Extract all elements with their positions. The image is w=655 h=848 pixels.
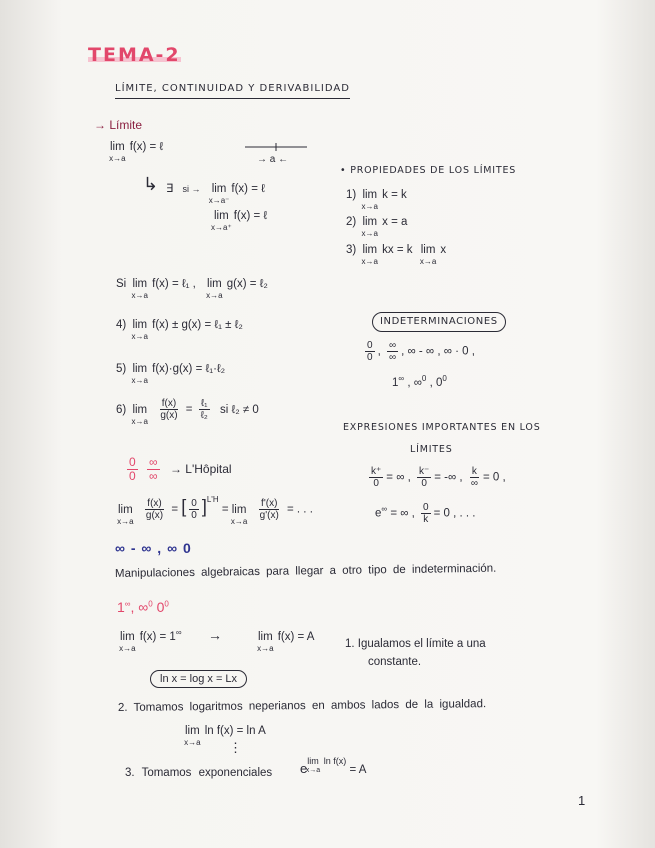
property-2 bbox=[343, 215, 408, 238]
denominator: ∞ bbox=[149, 469, 158, 483]
item-number: 2) bbox=[346, 216, 357, 228]
lim-subscript: x→a bbox=[257, 644, 274, 653]
item-number: 3) bbox=[346, 244, 357, 256]
indeterminate-forms: ∞ - ∞ , ∞ · 0 , bbox=[407, 345, 475, 358]
expresiones-heading-2: LÍMITES bbox=[410, 444, 453, 455]
exponent: 0 bbox=[421, 374, 427, 384]
lhopital-formula bbox=[117, 494, 313, 526]
result: = -∞ , bbox=[434, 471, 463, 484]
numerator: ℓ₁ bbox=[200, 398, 208, 409]
lim-operator bbox=[361, 188, 379, 211]
lim-label: lim bbox=[132, 319, 148, 331]
expression: f(x)·g(x) = ℓ₁·ℓ₂ bbox=[152, 363, 226, 375]
expression: g(x) = ℓ₂ bbox=[226, 278, 268, 290]
page-number: 1 bbox=[578, 793, 586, 808]
result: = 0 , . . . bbox=[433, 507, 476, 520]
fraction bbox=[417, 466, 431, 489]
denominator: 0 bbox=[367, 352, 373, 363]
lim-label: lim bbox=[207, 278, 222, 290]
item-number: 4) bbox=[116, 319, 127, 331]
exponent: ∞ bbox=[175, 628, 182, 638]
expresiones-row-2 bbox=[375, 502, 475, 525]
property-1 bbox=[343, 188, 407, 211]
lim-operator bbox=[117, 503, 134, 526]
expression: ln f(x) = ln A bbox=[204, 725, 266, 737]
lim-label: lim bbox=[420, 244, 436, 256]
exponent: 0 bbox=[148, 599, 153, 609]
expression: f(x) = 1 bbox=[139, 631, 176, 643]
lim-subscript: x→a bbox=[109, 154, 126, 163]
lim-subscript: x→a bbox=[230, 516, 248, 526]
numerator: 0 bbox=[129, 455, 136, 469]
numerator: k⁺ bbox=[371, 466, 382, 477]
fraction bbox=[144, 498, 165, 521]
step-2: 2. Tomamos logaritmos neperianos en ambos lados de la igualdad. bbox=[117, 698, 487, 714]
separator: , bbox=[429, 377, 433, 389]
lim-operator bbox=[131, 277, 149, 300]
rule-4 bbox=[113, 318, 243, 341]
denominator: g(x) bbox=[145, 510, 164, 521]
separator: , bbox=[377, 345, 381, 358]
lim-label: lim bbox=[214, 210, 229, 222]
page-title: TEMA-2 bbox=[88, 44, 181, 66]
result: = ∞ , bbox=[390, 507, 415, 520]
lim-operator bbox=[184, 724, 201, 747]
lim-subscript: x→a bbox=[117, 516, 134, 526]
lim-subscript: x→a bbox=[361, 229, 379, 238]
exponent: ∞ bbox=[398, 374, 405, 384]
base: 1 bbox=[392, 377, 399, 389]
log-notation-note: ln x = log x = Lx bbox=[150, 670, 247, 688]
lim-subscript: x→a bbox=[119, 644, 136, 653]
rule-6 bbox=[113, 398, 259, 426]
si-arrow: si → bbox=[182, 184, 201, 194]
lim-operator bbox=[109, 140, 126, 163]
lim-subscript: x→a bbox=[361, 202, 379, 211]
base: ∞ bbox=[413, 377, 422, 389]
equals-sign: = bbox=[221, 503, 229, 516]
item-number: 5) bbox=[116, 363, 127, 375]
fraction bbox=[258, 498, 281, 521]
lim-subscript: x→a bbox=[131, 416, 149, 426]
expression: f(x) ± g(x) = ℓ₁ ± ℓ₂ bbox=[152, 319, 243, 331]
fraction bbox=[369, 466, 383, 489]
result: = A bbox=[349, 764, 367, 776]
lhopital-tag: L'H bbox=[206, 494, 219, 504]
properties-heading: • PROPIEDADES DE LOS LÍMITES bbox=[340, 165, 517, 176]
lim-label: lim bbox=[258, 631, 273, 643]
numerator: k⁻ bbox=[418, 466, 430, 477]
base: 0 bbox=[435, 377, 443, 389]
right-bracket: ] bbox=[201, 496, 207, 517]
result: = 0 , bbox=[482, 471, 506, 484]
indeterminaciones-row-2 bbox=[392, 376, 447, 390]
lim-operator bbox=[257, 630, 274, 653]
si-label: Si bbox=[116, 278, 127, 290]
lim-subscript: x→a bbox=[419, 257, 437, 266]
numerator: f(x) bbox=[161, 398, 177, 409]
condition: si ℓ₂ ≠ 0 bbox=[220, 403, 259, 416]
lim-operator bbox=[211, 209, 232, 232]
expression: kx = k bbox=[382, 244, 413, 256]
numerator: ∞ bbox=[388, 340, 397, 351]
lim-operator bbox=[419, 243, 437, 266]
lim-label: lim bbox=[110, 141, 125, 153]
separator: , bbox=[130, 599, 135, 615]
lim-operator bbox=[361, 243, 379, 266]
lim-operator bbox=[131, 362, 149, 385]
step-2-expression bbox=[184, 724, 266, 747]
lim-label: lim bbox=[211, 183, 227, 195]
manipulaciones-note: Manipulaciones algebraicas para llegar a otro tipo de indeterminación. bbox=[114, 562, 497, 580]
lim-label: lim bbox=[120, 631, 135, 643]
exponent-expression: ln f(x) bbox=[323, 756, 347, 766]
fraction bbox=[127, 456, 138, 483]
number-line bbox=[243, 140, 309, 154]
numerator: ∞ bbox=[149, 455, 158, 469]
lhopital-label: → L'Hôpital bbox=[169, 461, 232, 476]
vertical-ellipsis: ⋮ bbox=[229, 740, 242, 755]
lhopital-heading bbox=[124, 456, 232, 483]
expression: k = k bbox=[382, 189, 407, 201]
equals-sign: = bbox=[171, 503, 179, 516]
lim-label: lim bbox=[307, 756, 319, 766]
base: e bbox=[300, 761, 308, 776]
base: 1 bbox=[117, 599, 125, 615]
lim-subscript: x→a bbox=[305, 767, 321, 774]
lim-label: lim bbox=[362, 244, 378, 256]
page-subtitle: LÍMITE, CONTINUIDAD Y DERIVABILIDAD bbox=[115, 82, 350, 99]
result: = ∞ , bbox=[386, 471, 411, 484]
separator: , bbox=[401, 345, 405, 358]
lim-label: lim bbox=[118, 503, 133, 516]
existence-condition-right bbox=[211, 209, 268, 232]
number-line-label: → a ← bbox=[257, 154, 289, 165]
lim-operator bbox=[131, 318, 149, 341]
denominator: ∞ bbox=[470, 478, 478, 489]
lim-label: lim bbox=[132, 278, 148, 290]
exponent: ∞ bbox=[124, 599, 131, 609]
numerator: k bbox=[471, 466, 477, 477]
expression: f(x) = ℓ bbox=[231, 183, 265, 195]
fraction bbox=[158, 398, 179, 421]
rule-5 bbox=[113, 362, 226, 385]
ellipsis: = . . . bbox=[287, 503, 313, 516]
lim-operator bbox=[230, 503, 248, 526]
item-number: 1) bbox=[346, 189, 357, 201]
arrow-right-icon: → bbox=[208, 627, 222, 643]
separator: , bbox=[407, 377, 411, 389]
expression: f(x) = ℓ₁ , bbox=[152, 278, 196, 290]
expression: f(x) = A bbox=[277, 631, 315, 643]
lim-label: lim bbox=[231, 503, 247, 516]
lim-operator bbox=[305, 754, 321, 774]
numerator: 0 bbox=[423, 502, 429, 513]
hook-arrow-icon: ↳ bbox=[143, 174, 159, 194]
left-bracket: [ bbox=[181, 496, 187, 517]
base: e bbox=[375, 507, 382, 520]
lim-operator bbox=[119, 630, 136, 653]
exponent: ∞ bbox=[381, 504, 388, 514]
numerator: f(x) bbox=[147, 498, 162, 509]
base: ∞ bbox=[138, 599, 149, 615]
lim-label: lim bbox=[185, 725, 200, 737]
lim-label: lim bbox=[132, 363, 148, 375]
denominator: ℓ₂ bbox=[200, 410, 208, 421]
existence-condition bbox=[166, 182, 265, 205]
step-1-continued: constante. bbox=[368, 656, 422, 668]
denominator: g'(x) bbox=[259, 510, 279, 521]
fraction bbox=[189, 498, 199, 521]
lim-subscript: x→a bbox=[361, 257, 379, 266]
expression: x = a bbox=[382, 216, 408, 228]
potencias-setup-left bbox=[119, 628, 182, 653]
lim-subscript: x→a⁺ bbox=[211, 223, 232, 232]
denominator: g(x) bbox=[160, 410, 178, 421]
limit-definition bbox=[109, 140, 164, 163]
denominator: 0 bbox=[421, 478, 427, 489]
otras-heading: ∞ - ∞ , ∞ 0 bbox=[115, 540, 192, 556]
expresiones-row-1 bbox=[366, 466, 506, 489]
lim-operator bbox=[131, 403, 149, 426]
exponent: 0 bbox=[164, 599, 169, 609]
step-3: 3. Tomamos exponenciales bbox=[125, 767, 273, 779]
potencias-heading bbox=[117, 600, 169, 614]
expression: f(x) = ℓ bbox=[233, 210, 268, 222]
section-heading-limite: → Límite bbox=[94, 118, 143, 132]
lim-subscript: x→a⁻ bbox=[208, 196, 230, 205]
exponent bbox=[305, 754, 347, 774]
property-3 bbox=[343, 243, 447, 266]
step-1: 1. Igualamos el límite a una bbox=[345, 638, 486, 650]
denominator: ∞ bbox=[388, 352, 397, 363]
lim-operator bbox=[206, 277, 223, 300]
fraction bbox=[469, 466, 480, 489]
numerator: 0 bbox=[191, 498, 197, 509]
denominator: k bbox=[423, 514, 429, 525]
fraction bbox=[199, 398, 210, 421]
potencias-setup-right bbox=[257, 630, 315, 653]
lim-label: lim bbox=[362, 216, 378, 228]
lim-subscript: x→a bbox=[131, 332, 149, 341]
fraction bbox=[387, 340, 398, 363]
lim-operator bbox=[208, 182, 230, 205]
exists-symbol: ∃ bbox=[166, 183, 174, 195]
indeterminaciones-heading: INDETERMINACIONES bbox=[372, 312, 506, 332]
lim-subscript: x→a bbox=[206, 291, 223, 300]
item-number: 6) bbox=[116, 403, 127, 416]
denominator: 0 bbox=[373, 478, 379, 489]
lim-operator bbox=[361, 215, 379, 238]
lim-label: lim bbox=[362, 189, 378, 201]
denominator: 0 bbox=[129, 469, 136, 483]
equals-sign: = bbox=[185, 403, 193, 416]
exponent: 0 bbox=[442, 374, 447, 384]
numerator: f'(x) bbox=[261, 498, 278, 509]
lim-subscript: x→a bbox=[131, 376, 149, 385]
lim-label: lim bbox=[132, 403, 148, 416]
lim-subscript: x→a bbox=[131, 291, 149, 300]
numerator: 0 bbox=[367, 340, 373, 351]
base: 0 bbox=[156, 599, 165, 615]
step-3-expression bbox=[300, 756, 367, 777]
denominator: 0 bbox=[191, 510, 197, 521]
fraction bbox=[421, 502, 431, 525]
lim-subscript: x→a bbox=[184, 738, 201, 747]
fraction bbox=[147, 456, 160, 483]
fraction bbox=[365, 340, 375, 363]
indeterminaciones-row-1 bbox=[362, 340, 475, 363]
given-limits bbox=[113, 277, 268, 300]
expression: f(x) = ℓ bbox=[129, 141, 164, 153]
expression: x bbox=[440, 244, 447, 256]
expresiones-heading: EXPRESIONES IMPORTANTES EN LOS bbox=[343, 422, 541, 433]
